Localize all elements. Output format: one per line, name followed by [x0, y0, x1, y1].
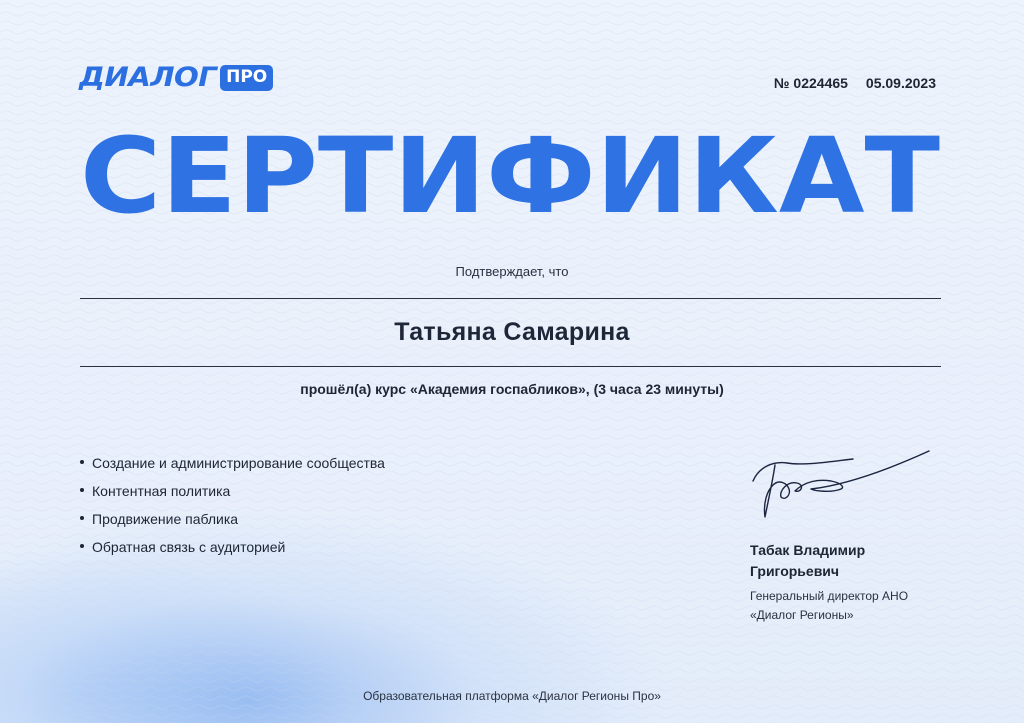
certificate-title: [80, 118, 940, 228]
list-item: [80, 449, 385, 477]
certificate-number: № 0224465: [773, 75, 848, 91]
dialog-pro-logo: [79, 64, 273, 91]
bullet-icon: [80, 544, 84, 548]
recipient-name: Татьяна Самарина: [394, 318, 630, 346]
certificate-date: 05.09.2023: [865, 75, 936, 91]
list-item: [80, 505, 385, 533]
logo-wordmark: ДИАЛОГ: [79, 62, 217, 93]
signer-name-line2: Григорьевич: [750, 563, 840, 579]
footer-text: Образовательная платформа «Диалог Регионы Про»: [363, 689, 661, 703]
bullet-icon: [80, 488, 84, 492]
list-item: [80, 477, 385, 505]
course-topics-list: [80, 449, 385, 561]
topic-label: Продвижение паблика: [92, 511, 239, 527]
signer-name: [750, 540, 950, 582]
bullet-icon: [80, 460, 84, 464]
logo-badge: ПРО: [220, 65, 273, 91]
name-bottom-divider: [80, 366, 941, 367]
signer-position-line1: Генеральный директор АНО: [750, 589, 909, 603]
confirms-text: Подтверждает, что: [455, 264, 569, 279]
topic-label: Обратная связь с аудиторией: [92, 539, 286, 555]
bullet-icon: [80, 516, 84, 520]
signer-position-line2: «Диалог Регионы»: [750, 608, 854, 622]
topic-label: Контентная политика: [92, 483, 231, 499]
name-top-divider: [80, 298, 941, 299]
certificate-title-text: СЕРТИФИКАТ: [80, 118, 940, 228]
signer-position: [750, 587, 950, 625]
list-item: [80, 533, 385, 561]
topic-label: Создание и администрирование сообщества: [92, 455, 385, 471]
course-description: прошёл(а) курс «Академия госпабликов», (3 часа 23 минуты): [300, 381, 724, 397]
signer-name-line1: Табак Владимир: [750, 542, 866, 558]
handwritten-signature: [745, 445, 935, 525]
certificate-meta: [774, 75, 936, 91]
